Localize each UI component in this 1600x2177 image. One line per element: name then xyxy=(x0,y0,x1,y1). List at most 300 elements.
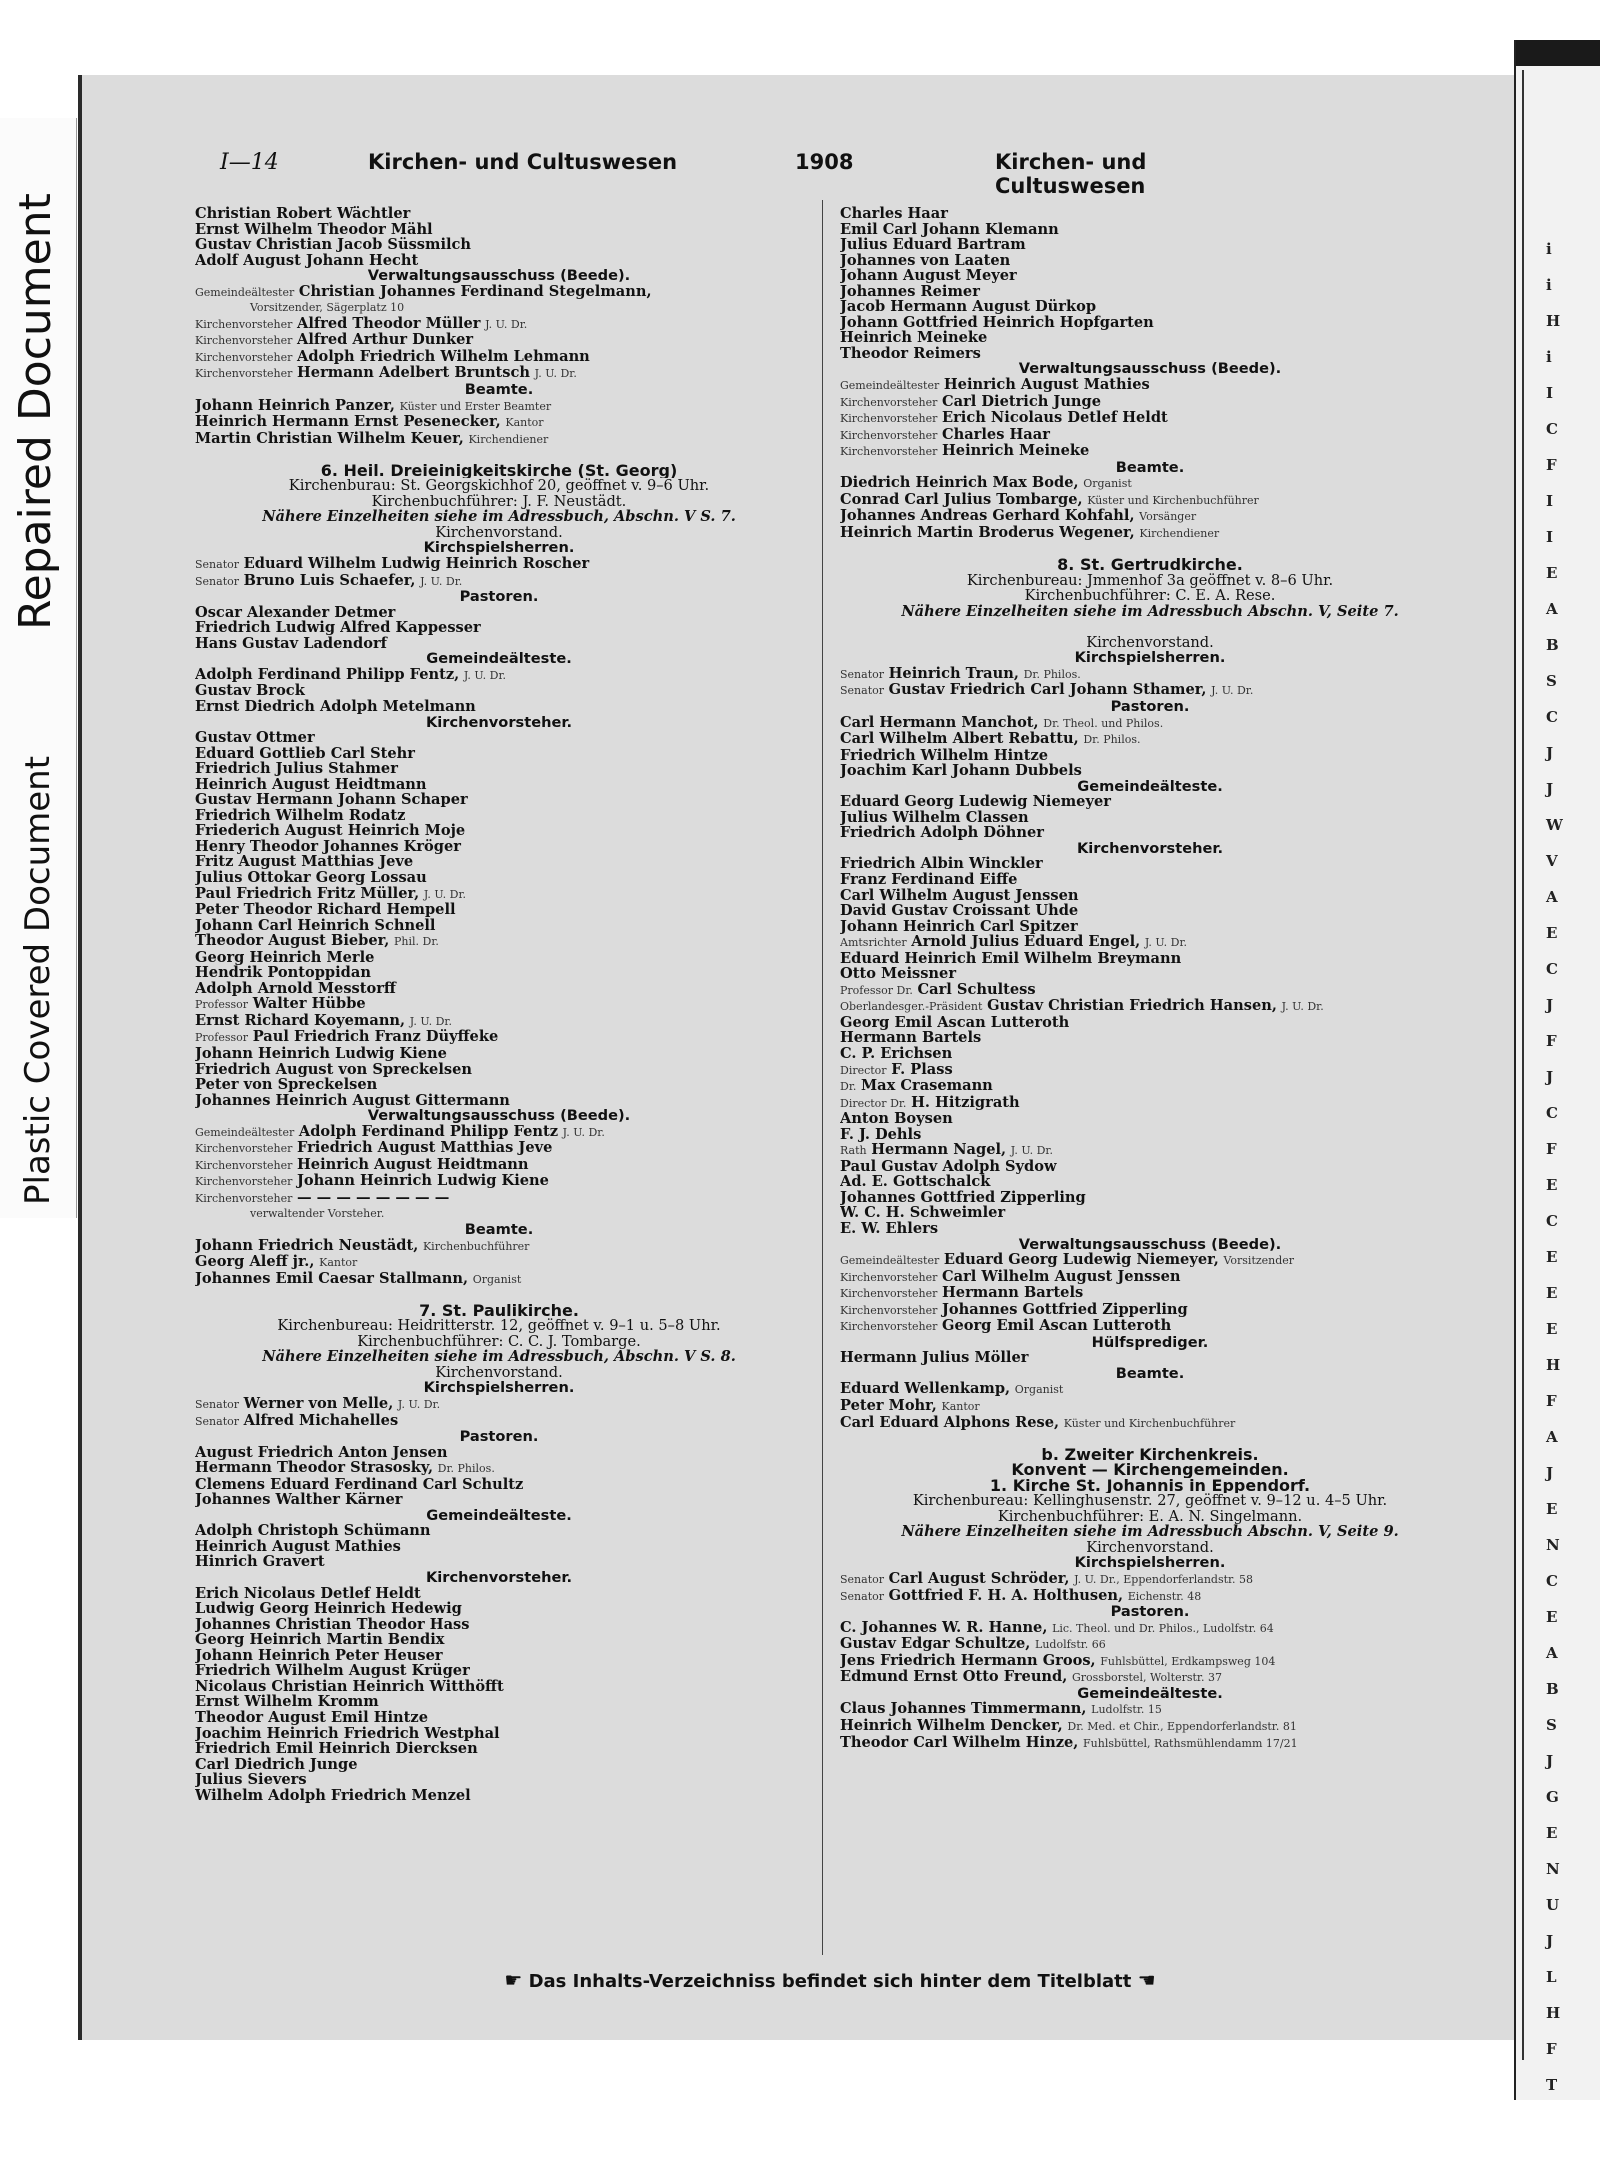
year: 1908 xyxy=(795,150,854,174)
person-entry xyxy=(195,605,803,621)
person-title: J. U. Dr. xyxy=(534,367,577,381)
person-entry xyxy=(840,394,1460,411)
person-name: Fritz August Matthias Jeve xyxy=(195,854,414,870)
person-role: Kirchenvorsteher xyxy=(195,1175,293,1189)
person-entry xyxy=(195,1190,803,1207)
person-name: Henry Theodor Johannes Kröger xyxy=(195,838,461,855)
person-entry xyxy=(195,1539,803,1555)
person-name: Paul Friedrich Fritz Müller, xyxy=(195,885,420,902)
person-entry xyxy=(840,1350,1460,1366)
person-name: Franz Ferdinand Eiffe xyxy=(840,871,1018,888)
person-name: Anton Boysen xyxy=(840,1111,953,1127)
church-title: 7. St. Paulikirche. xyxy=(419,1302,579,1319)
person-entry xyxy=(840,206,1460,222)
person-title: Küster und Kirchenbuchführer xyxy=(1063,1416,1236,1430)
person-entry xyxy=(195,1013,803,1030)
person-name: Eduard Heinrich Emil Wilhelm Breymann xyxy=(840,950,1182,967)
person-title: Ludolfstr. 66 xyxy=(1035,1638,1106,1652)
person-title: Kantor xyxy=(941,1400,980,1414)
person-name: Friedrich Albin Winckler xyxy=(840,856,1043,872)
person-entry xyxy=(840,475,1460,492)
fragment-letter: E xyxy=(1546,1824,1558,1842)
page-header xyxy=(140,150,1270,198)
fragment-letter: i xyxy=(1546,240,1552,258)
person-name: Joachim Karl Johann Dubbels xyxy=(840,763,1082,779)
adjacent-page-border xyxy=(1522,70,1524,2060)
person-entry xyxy=(840,1078,1460,1095)
person-entry xyxy=(840,1381,1460,1398)
person-role: Kirchenvorsteher xyxy=(840,1320,938,1334)
info-line: Kirchenvorstand. xyxy=(1086,634,1214,651)
person-entry xyxy=(840,763,1460,779)
person-entry xyxy=(840,237,1460,253)
fragment-letter: C xyxy=(1546,1104,1558,1122)
person-role: Kirchenvorsteher xyxy=(195,1158,293,1172)
section-heading: Beamte. xyxy=(464,382,534,398)
person-entry xyxy=(195,886,803,903)
person-name: Eduard Wellenkamp, xyxy=(840,1381,1011,1398)
person-name: Friedrich Wilhelm Hintze xyxy=(840,747,1049,764)
person-entry xyxy=(840,1142,1460,1159)
section-heading: Kirchspielsherren. xyxy=(1074,650,1226,666)
section-heading: Beamte. xyxy=(464,1222,534,1238)
person-entry xyxy=(195,284,803,301)
person-entry xyxy=(840,1190,1460,1206)
person-entry xyxy=(840,1030,1460,1046)
reference-note: Nähere Einzelheiten siehe im Adressbuch Abschn. V, Seite 7. xyxy=(901,603,1399,620)
section-heading: Pastoren. xyxy=(1110,698,1190,715)
person-entry xyxy=(840,1127,1460,1143)
person-entry xyxy=(195,1445,803,1461)
person-entry xyxy=(195,1477,803,1493)
person-name: Carl Eduard Alphons Rese, xyxy=(840,1414,1060,1431)
person-entry xyxy=(195,414,803,431)
person-role: Senator xyxy=(840,684,884,698)
person-entry xyxy=(195,1157,803,1174)
person-name: Eduard Gottlieb Carl Stehr xyxy=(195,745,415,762)
section-heading: Gemeindeälteste. xyxy=(426,1507,572,1524)
person-name: Adolph Ferdinand Philipp Fentz, xyxy=(195,666,460,683)
person-entry xyxy=(195,1523,803,1539)
fragment-letter: J xyxy=(1546,780,1554,798)
person-name: Johann Heinrich Ludwig Kiene xyxy=(195,1045,447,1062)
fragment-letter: F xyxy=(1546,1032,1557,1050)
person-name: Friederich August Heinrich Moje xyxy=(195,823,466,839)
person-entry xyxy=(195,1586,803,1602)
person-title: Fuhlsbüttel, Erdkampsweg 104 xyxy=(1100,1654,1276,1668)
person-entry xyxy=(195,965,803,981)
fragment-letter: C xyxy=(1546,1212,1558,1230)
person-name: Heinrich Meineke xyxy=(942,443,1090,460)
person-name: Johann Heinrich Panzer, xyxy=(195,397,395,414)
person-name: Eduard Georg Ludewig Niemeyer xyxy=(840,794,1111,810)
person-name: Friedrich Emil Heinrich Diercksen xyxy=(195,1741,478,1757)
person-entry xyxy=(195,667,803,684)
section-heading: Verwaltungsausschuss (Beede). xyxy=(367,268,631,284)
fragment-letter: i xyxy=(1546,276,1552,294)
person-title: J. U. Dr. xyxy=(1010,1144,1053,1158)
adjacent-page-top-band xyxy=(1516,40,1600,66)
person-title: Phil. Dr. xyxy=(393,935,439,949)
person-entry xyxy=(195,808,803,824)
section-heading: Gemeindeälteste. xyxy=(426,651,572,667)
person-name: Peter Theodor Richard Hempell xyxy=(195,902,456,918)
person-title: Fuhlsbüttel, Rathsmühlendamm 17/21 xyxy=(1083,1736,1298,1750)
person-name: Walter Hübbe xyxy=(252,996,366,1013)
person-entry xyxy=(195,1492,803,1508)
spacer xyxy=(840,619,1460,635)
person-name: Bruno Luis Schaefer, xyxy=(243,572,416,589)
person-title: Dr. Med. et Chir., Eppendorferlandstr. 81 xyxy=(1067,1719,1297,1733)
person-name: Hendrik Pontoppidan xyxy=(195,965,371,981)
person-name: Heinrich Wilhelm Dencker, xyxy=(840,1717,1063,1734)
person-entry xyxy=(195,1788,803,1804)
person-entry xyxy=(840,951,1460,967)
person-entry xyxy=(195,253,803,269)
person-entry xyxy=(840,443,1460,460)
person-role: Senator xyxy=(840,1589,884,1603)
section-heading: Verwaltungsausschuss (Beede). xyxy=(1018,1236,1282,1253)
person-name: F. Plass xyxy=(891,1061,953,1078)
person-entry xyxy=(195,1663,803,1679)
person-name: Claus Johannes Timmermann, xyxy=(840,1701,1087,1718)
person-name: Eduard Georg Ludewig Niemeyer, xyxy=(943,1252,1219,1269)
page-number: I—14 xyxy=(220,150,279,175)
fragment-letter: G xyxy=(1546,1788,1559,1806)
person-entry xyxy=(195,1124,803,1141)
person-title: Dr. Philos. xyxy=(437,1462,495,1476)
person-entry xyxy=(840,888,1460,904)
person-role: Kirchenvorsteher xyxy=(840,1287,938,1301)
person-title: Dr. Philos. xyxy=(1023,667,1081,681)
person-name: Ernst Richard Koyemann, xyxy=(195,1012,406,1029)
person-role: Gemeindeältester xyxy=(195,285,295,299)
fragment-letter: i xyxy=(1546,348,1552,366)
person-entry xyxy=(195,206,803,222)
person-title: Küster und Kirchenbuchführer xyxy=(1087,493,1259,507)
left-column xyxy=(195,206,803,1803)
fragment-letter: H xyxy=(1546,312,1561,330)
person-title: J. U. Dr. xyxy=(463,668,507,682)
person-name: Heinrich Meineke xyxy=(840,330,988,346)
person-name: David Gustav Croissant Uhde xyxy=(840,903,1079,919)
person-entry xyxy=(840,1302,1460,1319)
section-heading: Verwaltungsausschuss (Beede). xyxy=(367,1108,631,1124)
person-entry xyxy=(195,1648,803,1664)
person-entry xyxy=(840,299,1460,315)
person-name: Paul Friedrich Franz Düyffeke xyxy=(252,1029,499,1046)
person-entry xyxy=(195,1679,803,1695)
adjacent-page-edge xyxy=(1514,40,1600,2100)
person-role: Kirchenvorsteher xyxy=(840,1303,938,1317)
person-entry xyxy=(840,966,1460,982)
person-name: Hermann Julius Möller xyxy=(840,1350,1029,1366)
person-name: Adolph Arnold Messtorff xyxy=(195,980,396,997)
pointing-hand-left-icon: ☚ xyxy=(1137,1968,1156,1992)
person-title: J. U. Dr. xyxy=(420,574,463,588)
fragment-letter: F xyxy=(1546,1140,1557,1158)
person-entry xyxy=(195,950,803,966)
person-entry xyxy=(840,346,1460,362)
person-name: Johannes Gottfried Zipperling xyxy=(840,1189,1086,1206)
person-entry xyxy=(840,794,1460,810)
person-entry xyxy=(195,699,803,715)
person-name: Charles Haar xyxy=(942,426,1050,443)
right-column xyxy=(840,206,1460,1751)
person-title: J. U. Dr. xyxy=(397,1398,441,1412)
person-entry xyxy=(195,316,803,333)
person-name: Friedrich Wilhelm Rodatz xyxy=(195,807,406,824)
person-title: Dr. Philos. xyxy=(1083,733,1141,747)
person-name: Hermann Bartels xyxy=(840,1030,982,1046)
person-name: Adolph Friedrich Wilhelm Lehmann xyxy=(297,348,590,365)
person-name: Alfred Arthur Dunker xyxy=(297,332,474,349)
info-line: Kirchenbureau: Heidritterstr. 12, geöffnet v. 9–1 u. 5–8 Uhr. xyxy=(277,1318,721,1334)
person-title: Kantor xyxy=(505,416,544,430)
person-name: — — — — — — — — xyxy=(297,1189,450,1206)
person-name: Friedrich August Matthias Jeve xyxy=(297,1140,553,1157)
person-entry xyxy=(840,1415,1460,1432)
person-entry xyxy=(195,1694,803,1710)
person-name: Johann Heinrich Peter Heuser xyxy=(195,1647,443,1664)
fragment-letter: E xyxy=(1546,1320,1558,1338)
person-entry xyxy=(195,332,803,349)
person-name: Peter von Spreckelsen xyxy=(195,1077,378,1093)
person-name: Gustav Edgar Schultze, xyxy=(840,1636,1031,1653)
person-name: Conrad Carl Julius Tombarge, xyxy=(840,491,1083,508)
person-entry xyxy=(840,492,1460,509)
person-role: Senator xyxy=(195,1398,239,1412)
spacer xyxy=(195,1287,803,1303)
person-name: Georg Emil Ascan Lutteroth xyxy=(942,1318,1172,1335)
person-role: Oberlandesger.-Präsident xyxy=(840,1000,983,1014)
person-entry xyxy=(840,810,1460,826)
person-name: Heinrich August Heidtmann xyxy=(195,776,427,793)
person-entry xyxy=(840,1718,1460,1735)
person-entry xyxy=(840,1269,1460,1286)
person-name: Friedrich Ludwig Alfred Kappesser xyxy=(195,620,481,636)
person-entry xyxy=(195,1062,803,1078)
church-title: 6. Heil. Dreieinigkeitskirche (St. Georg) xyxy=(320,462,678,479)
person-entry xyxy=(195,1617,803,1633)
info-line: Kirchenbuchführer: J. F. Neustädt. xyxy=(371,493,627,510)
person-name: Gustav Brock xyxy=(195,683,305,699)
person-entry xyxy=(840,982,1460,999)
person-name: Carl Wilhelm Albert Rebattu, xyxy=(840,731,1079,748)
person-title: Eichenstr. 48 xyxy=(1127,1589,1202,1603)
fragment-letter: N xyxy=(1546,1860,1560,1878)
fragment-letter: J xyxy=(1546,1068,1554,1086)
fragment-letter: V xyxy=(1546,852,1558,870)
person-name: Adolph Ferdinand Philipp Fentz xyxy=(298,1123,559,1140)
person-name: Ernst Diedrich Adolph Metelmann xyxy=(195,698,476,715)
person-entry xyxy=(195,349,803,366)
section-heading: Kirchspielsherren. xyxy=(423,1380,575,1397)
person-name: Hinrich Gravert xyxy=(195,1554,325,1571)
person-name: Johann Heinrich Ludwig Kiene xyxy=(297,1173,549,1190)
person-name: Johann August Meyer xyxy=(840,268,1017,284)
reference-note: Nähere Einzelheiten siehe im Adressbuch Abschn. V, Seite 9. xyxy=(901,1524,1399,1540)
person-name: Gustav Christian Jacob Süssmilch xyxy=(195,237,472,253)
person-entry xyxy=(195,1254,803,1271)
person-title: J. U. Dr., Eppendorferlandstr. 58 xyxy=(1074,1573,1254,1587)
person-name: Hermann Adelbert Bruntsch xyxy=(297,365,531,382)
district-title: Konvent — Kirchengemeinden. xyxy=(1011,1462,1289,1478)
person-title: Vorsitzender xyxy=(1223,1254,1295,1268)
person-title: Vorsänger xyxy=(1139,510,1197,524)
person-entry xyxy=(840,1620,1460,1637)
person-entry xyxy=(840,919,1460,935)
person-entry xyxy=(840,1015,1460,1031)
person-entry xyxy=(840,377,1460,394)
info-line: Kirchenbureau: Jmmenhof 3a geöffnet v. 8–6 Uhr. xyxy=(966,572,1334,589)
person-name: Hermann Bartels xyxy=(942,1285,1084,1302)
person-name: Gustav Hermann Johann Schaper xyxy=(195,792,468,808)
person-entry xyxy=(195,1093,803,1109)
person-name: Joachim Heinrich Friedrich Westphal xyxy=(195,1725,500,1742)
person-entry xyxy=(195,636,803,652)
person-entry xyxy=(840,525,1460,542)
person-role: Kirchenvorsteher xyxy=(840,1270,938,1284)
person-entry xyxy=(840,825,1460,841)
person-entry xyxy=(840,934,1460,951)
person-entry xyxy=(195,1173,803,1190)
person-entry xyxy=(195,620,803,636)
person-role: Professor xyxy=(195,998,249,1012)
person-entry xyxy=(840,1636,1460,1653)
person-name: August Friedrich Anton Jensen xyxy=(195,1444,448,1461)
fragment-letter: A xyxy=(1546,600,1558,618)
person-entry xyxy=(195,1726,803,1742)
person-entry xyxy=(840,1062,1460,1079)
person-role: Kirchenvorsteher xyxy=(195,367,293,381)
fragment-letter: N xyxy=(1546,1536,1560,1554)
person-entry xyxy=(195,237,803,253)
person-title: J. U. Dr. xyxy=(562,1125,605,1139)
person-title: J. U. Dr. xyxy=(1211,684,1254,698)
person-name: Oscar Alexander Detmer xyxy=(195,604,396,621)
column-divider xyxy=(822,200,823,1955)
person-name: Gustav Ottmer xyxy=(195,730,315,746)
church-title: 1. Kirche St. Johannis in Eppendorf. xyxy=(989,1477,1311,1494)
person-entry xyxy=(195,1772,803,1788)
person-title: Organist xyxy=(1014,1383,1064,1397)
person-title: Kirchendiener xyxy=(468,432,549,446)
fragment-letter: C xyxy=(1546,420,1558,438)
fragment-letter: I xyxy=(1546,384,1554,402)
info-line: Kirchenbuchführer: C. C. J. Tombarge. xyxy=(357,1333,641,1350)
left-running-title: Kirchen- und Cultuswesen xyxy=(368,150,678,174)
person-entry xyxy=(840,856,1460,872)
person-name: Friedrich Adolph Döhner xyxy=(840,825,1044,841)
person-name: Nicolaus Christian Heinrich Witthöfft xyxy=(195,1678,504,1695)
person-name: Erich Nicolaus Detlef Heldt xyxy=(942,410,1168,427)
person-entry xyxy=(195,1140,803,1157)
person-role: Kirchenvorsteher xyxy=(840,412,938,426)
person-name: Julius Sievers xyxy=(195,1772,307,1788)
info-line: Kirchenbureau: Kellinghusenstr. 27, geöffnet v. 9–12 u. 4–5 Uhr. xyxy=(912,1493,1388,1509)
fragment-letter: J xyxy=(1546,1932,1554,1950)
fragment-letter: A xyxy=(1546,888,1558,906)
section-heading: Verwaltungsausschuss (Beede). xyxy=(1018,361,1282,378)
person-name: Martin Christian Wilhelm Keuer, xyxy=(195,430,464,447)
person-name: Christian Robert Wächtler xyxy=(195,206,411,222)
person-name: Alfred Michahelles xyxy=(243,1412,399,1429)
person-entry xyxy=(195,839,803,855)
person-title: Lic. Theol. und Dr. Philos., Ludolfstr. 64 xyxy=(1052,1621,1274,1635)
person-role: Kirchenvorsteher xyxy=(840,395,938,409)
person-name: Christian Johannes Ferdinand Stegelmann, xyxy=(298,283,652,300)
fragment-letter: E xyxy=(1546,1608,1558,1626)
person-name: Alfred Theodor Müller xyxy=(297,315,481,332)
person-entry xyxy=(195,918,803,934)
fragment-letter: U xyxy=(1546,1896,1560,1914)
person-role: Director xyxy=(840,1063,887,1077)
person-name: Heinrich August Mathies xyxy=(195,1538,401,1555)
person-entry xyxy=(195,1077,803,1093)
fragment-letter: F xyxy=(1546,456,1557,474)
person-entry xyxy=(840,315,1460,331)
person-entry xyxy=(840,682,1460,699)
person-title: J. U. Dr. xyxy=(409,1014,452,1028)
person-name: Johannes Andreas Gerhard Kohfahl, xyxy=(840,508,1135,525)
person-name: Johannes Gottfried Zipperling xyxy=(942,1301,1188,1318)
fragment-letter: B xyxy=(1546,636,1559,654)
person-role: Kirchenvorsteher xyxy=(195,350,293,364)
person-title: Küster und Erster Beamter xyxy=(399,399,552,413)
person-entry xyxy=(840,748,1460,764)
pointing-hand-right-icon: ☛ xyxy=(504,1968,523,1992)
person-entry xyxy=(840,284,1460,300)
person-role: Professor Dr. xyxy=(840,983,913,997)
person-name: Friedrich Wilhelm August Krüger xyxy=(195,1663,470,1679)
person-entry xyxy=(195,1757,803,1773)
person-entry xyxy=(840,253,1460,269)
fragment-letter: I xyxy=(1546,492,1554,510)
fragment-letter: E xyxy=(1546,1248,1558,1266)
person-name: Theodor August Bieber, xyxy=(195,933,390,950)
person-name: Heinrich August Mathies xyxy=(943,377,1150,394)
person-title: J. U. Dr. xyxy=(485,317,528,331)
person-name: Adolf August Johann Hecht xyxy=(195,252,419,269)
person-name: Theodor August Emil Hintze xyxy=(195,1709,428,1726)
fragment-letter: J xyxy=(1546,996,1554,1014)
fragment-letter: E xyxy=(1546,1500,1558,1518)
fragment-letter: L xyxy=(1546,1968,1557,1986)
plastic-covered-label: Plastic Covered Document xyxy=(18,755,58,1205)
person-name: Johannes Walther Kärner xyxy=(195,1492,403,1508)
person-entry xyxy=(195,870,803,886)
fragment-letter: E xyxy=(1546,1284,1558,1302)
person-title: Ludolfstr. 15 xyxy=(1091,1703,1162,1717)
person-entry xyxy=(195,573,803,590)
person-role: Gemeindeältester xyxy=(840,379,940,393)
person-name: Hermann Nagel, xyxy=(871,1142,1007,1159)
person-name: Johannes Christian Theodor Hass xyxy=(195,1616,470,1633)
person-entry xyxy=(195,683,803,699)
person-entry xyxy=(195,1396,803,1413)
person-name: Hans Gustav Ladendorf xyxy=(195,635,387,652)
person-entry xyxy=(195,746,803,762)
spacer xyxy=(840,1431,1460,1447)
section-heading: Kirchenvorsteher. xyxy=(425,1570,573,1586)
person-entry xyxy=(840,1159,1460,1175)
fragment-letter: J xyxy=(1546,1464,1554,1482)
person-entry xyxy=(195,933,803,950)
person-name: Gustav Christian Friedrich Hansen, xyxy=(987,998,1277,1015)
person-name: Gottfried F. H. A. Holthusen, xyxy=(888,1587,1124,1604)
person-name: Johann Carl Heinrich Schnell xyxy=(195,917,436,934)
